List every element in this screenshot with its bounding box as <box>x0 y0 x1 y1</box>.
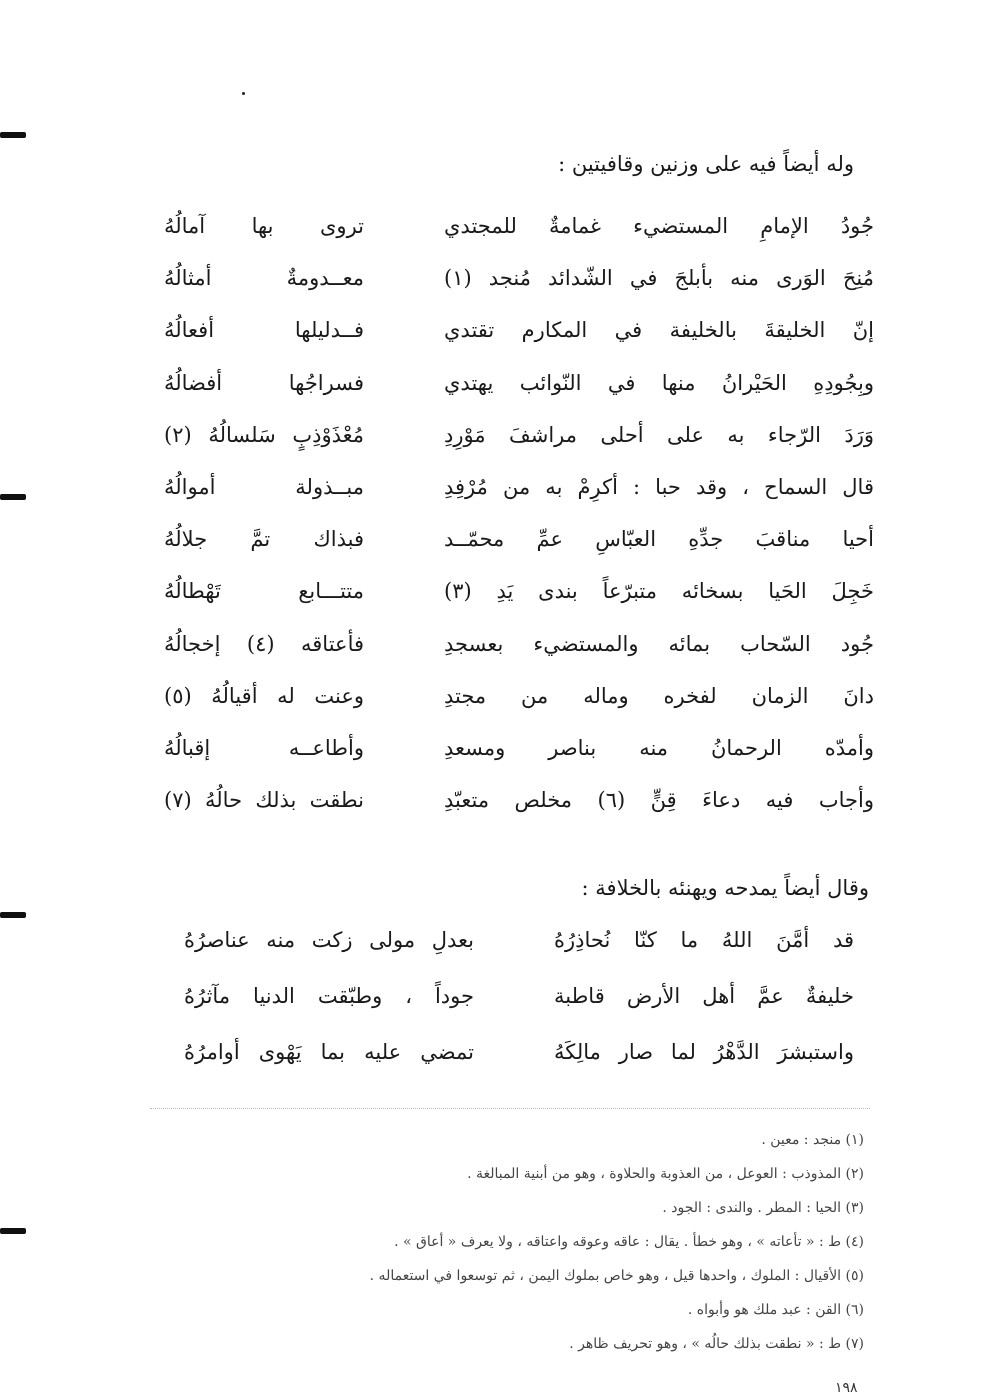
scan-margin-mark <box>0 1228 26 1234</box>
verse-first-hemistich: وبِجُودِهِ الحَيْرانُ منها في النّوائب يهتدي <box>444 370 874 395</box>
footnote-line: (٧) ط : « نطقت بذلك حالُه » ، وهو تحريف ظاهر . <box>569 1336 864 1352</box>
verse-second-hemistich: جوداً ، وطبّقت الدنيا مآثرُهُ <box>184 984 474 1008</box>
verse-second-hemistich: فــدليلها أفعالُهُ <box>164 318 364 343</box>
verse-first-hemistich: جُود السّحاب بمائه والمستضيء بعسجدِ <box>444 631 874 656</box>
verse-first-hemistich: وَرَدَ الرّجاء به على أحلى مراشفَ مَوْرِدِ <box>444 422 874 447</box>
section-two-intro: وقال أيضاً يمدحه ويهنئه بالخلافة : <box>581 876 869 900</box>
verse-first-hemistich: جُودُ الإمامِ المستضيء غمامةٌ للمجتدي <box>444 214 874 238</box>
footnote-line: (٢) المذوذب : العوعل ، من العذوبة والحلاوة ، وهو من أبنية المبالغة . <box>467 1166 864 1182</box>
verse-first-hemistich: قد أمَّنَ اللهُ ما كنّا نُحاذِرُهُ <box>554 928 854 952</box>
verse-first-hemistich: أحيا مناقبَ جدِّهِ العبّاسِ عمِّ محمّــد <box>444 527 874 552</box>
verse-first-hemistich: واستبشرَ الدَّهْرُ لما صار مالِكَهُ <box>554 1040 854 1064</box>
verse-second-hemistich: فسراجُها أفضالُهُ <box>164 370 364 395</box>
verse-second-hemistich: تمضي عليه بما يَهْوى أوامرُهُ <box>184 1040 474 1064</box>
scan-margin-mark <box>0 132 26 138</box>
verse-first-hemistich: خليفةٌ عمَّ أهل الأرض قاطبة <box>554 984 854 1008</box>
page-number: ١٩٨ <box>835 1380 858 1396</box>
footnote-line: (٣) الحيا : المطر . والندى : الجود . <box>662 1200 864 1216</box>
verse-second-hemistich: متتـــابع تَهْطالُهُ <box>164 579 364 604</box>
verse-second-hemistich: مُعْذَوْذِبٍ سَلسالُهُ (٢) <box>164 422 364 447</box>
verse-second-hemistich: فبذاك تمَّ جلالُهُ <box>164 527 364 552</box>
verse-first-hemistich: وأمدّه الرحمانُ منه بناصر ومسعدِ <box>444 736 874 760</box>
footnote-line: (٥) الأقيال : الملوك ، واحدها قيل ، وهو خاص بملوك اليمن ، ثم توسعوا في استعماله . <box>369 1268 864 1284</box>
scan-margin-mark <box>0 494 26 500</box>
verse-first-hemistich: مُنِحَ الوَرى منه بأبلجَ في الشّدائد مُنجد (١) <box>444 266 874 291</box>
verse-second-hemistich: وأطاعــه إقبالُهُ <box>164 736 364 760</box>
verse-second-hemistich: فأعتاقه (٤) إخجالُهُ <box>164 631 365 656</box>
verse-first-hemistich: قال السماح ، وقد حبا : أكرِمْ به من مُرْفِدِ <box>444 475 874 499</box>
ink-speck <box>242 92 245 95</box>
verse-second-hemistich: بعدلِ مولى زكت منه عناصرُهُ <box>184 928 474 952</box>
footnote-line: (٦) القن : عبد ملك هو وأبواه . <box>687 1302 864 1318</box>
verse-second-hemistich: معــدومةٌ أمثالُهُ <box>164 266 364 291</box>
verse-second-hemistich: تروى بها آمالُهُ <box>164 214 364 238</box>
verse-first-hemistich: خَجِلَ الحَيا بسخائه متبرّعاً بندى يَدِ (٣) <box>444 579 874 604</box>
verse-first-hemistich: إنّ الخليقةَ بالخليفة في المكارم تقتدي <box>444 318 874 343</box>
footnote-line: (٤) ط : « تأعاته » ، وهو خطأ . يقال : عاقه وعوقه واعتاقه ، ولا يعرف « أعاق » . <box>394 1234 864 1250</box>
verse-second-hemistich: وعنت له أقيالُهُ (٥) <box>164 683 364 708</box>
footnote-line: (١) منجد : معين . <box>761 1132 864 1148</box>
verse-second-hemistich: مبــذولة أموالُهُ <box>164 475 364 499</box>
footnote-divider <box>150 1108 870 1109</box>
verse-first-hemistich: وأجاب فيه دعاءَ قِنٍّ (٦) مخلص متعبّدِ <box>444 788 874 813</box>
verse-first-hemistich: دانَ الزمان لفخره وماله من مجتدِ <box>444 683 874 708</box>
scan-margin-mark <box>0 912 26 918</box>
poem-intro: وله أيضاً فيه على وزنين وقافيتين : <box>558 152 854 176</box>
verse-second-hemistich: نطقت بذلك حالُهُ (٧) <box>164 788 364 813</box>
